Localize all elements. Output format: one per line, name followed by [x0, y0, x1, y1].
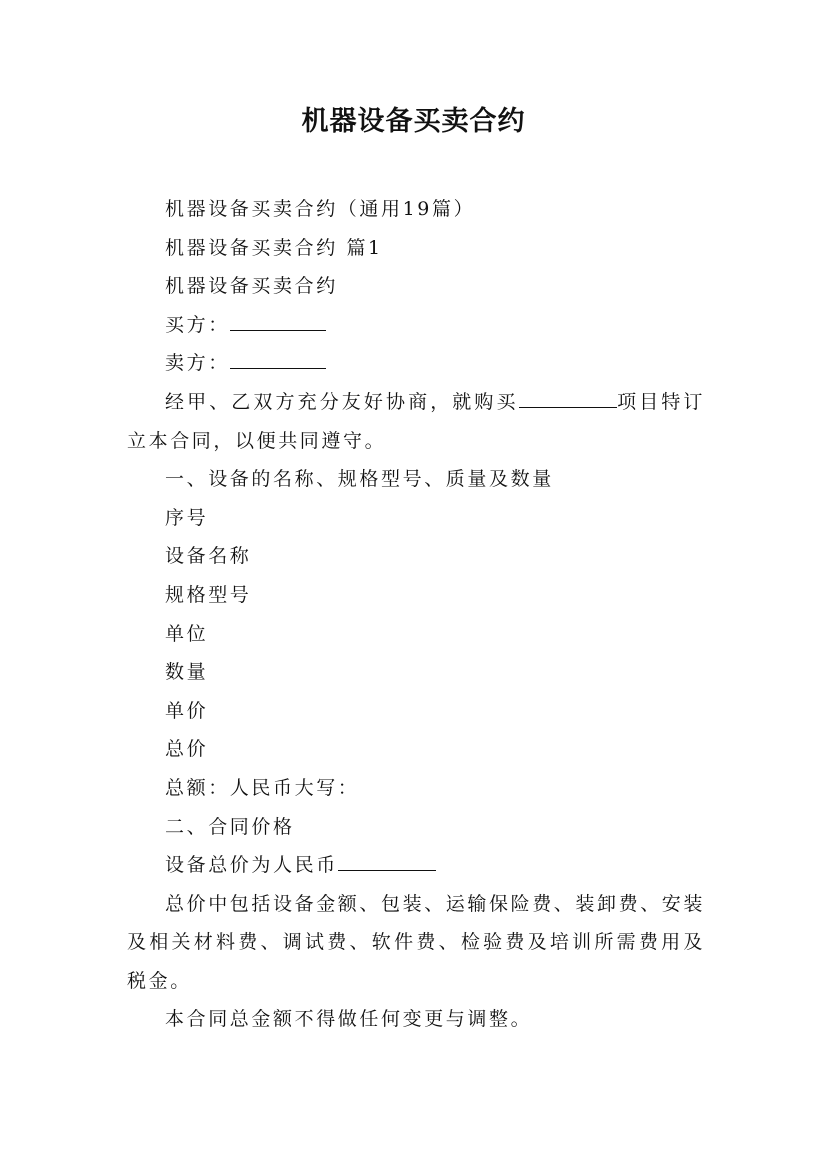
table-column-label: 规格型号	[165, 583, 252, 606]
buyer-label: 买方：	[165, 313, 230, 336]
table-column-label: 设备名称	[165, 545, 252, 568]
price-includes-paragraph: 总价中包括设备金额、包装、运输保险费、装卸费、安装及相关材料费、调试费、软件费、检验费及培训所需费用及税金。	[127, 892, 706, 992]
intro-after: 项目特订立本合同，以便共同遵守。	[127, 390, 705, 452]
price-line	[127, 846, 705, 885]
table-column-label: 单位	[165, 622, 209, 645]
total-label: 总额：人民币大写：	[165, 776, 360, 799]
project-blank	[519, 385, 617, 408]
no-change-paragraph: 本合同总金额不得做任何变更与调整。	[165, 1008, 533, 1031]
subtitle-line: 机器设备买卖合约（通用19篇）	[165, 198, 476, 220]
table-column-label: 总价	[165, 738, 209, 761]
section1-heading: 一、设备的名称、规格型号、质量及数量	[165, 468, 554, 491]
intro-before: 经甲、乙双方充分友好协商，就购买	[165, 390, 519, 413]
table-column-label: 数量	[165, 661, 209, 684]
seller-blank	[230, 346, 326, 369]
section2-heading: 二、合同价格	[165, 815, 295, 838]
buyer-blank	[230, 308, 326, 331]
buyer-line	[127, 306, 705, 345]
document-title: 机器设备买卖合约	[301, 106, 526, 137]
price-blank	[338, 848, 436, 871]
table-column-label: 序号	[165, 506, 209, 529]
table-column-label: 单价	[165, 699, 209, 722]
intro-paragraph	[127, 383, 705, 460]
seller-label: 卖方：	[165, 352, 230, 375]
seller-line	[127, 344, 705, 383]
contract-name: 机器设备买卖合约	[165, 275, 338, 298]
part-heading: 机器设备买卖合约 篇1	[165, 236, 383, 259]
document-body	[127, 190, 705, 1039]
price-label: 设备总价为人民币	[165, 854, 338, 877]
